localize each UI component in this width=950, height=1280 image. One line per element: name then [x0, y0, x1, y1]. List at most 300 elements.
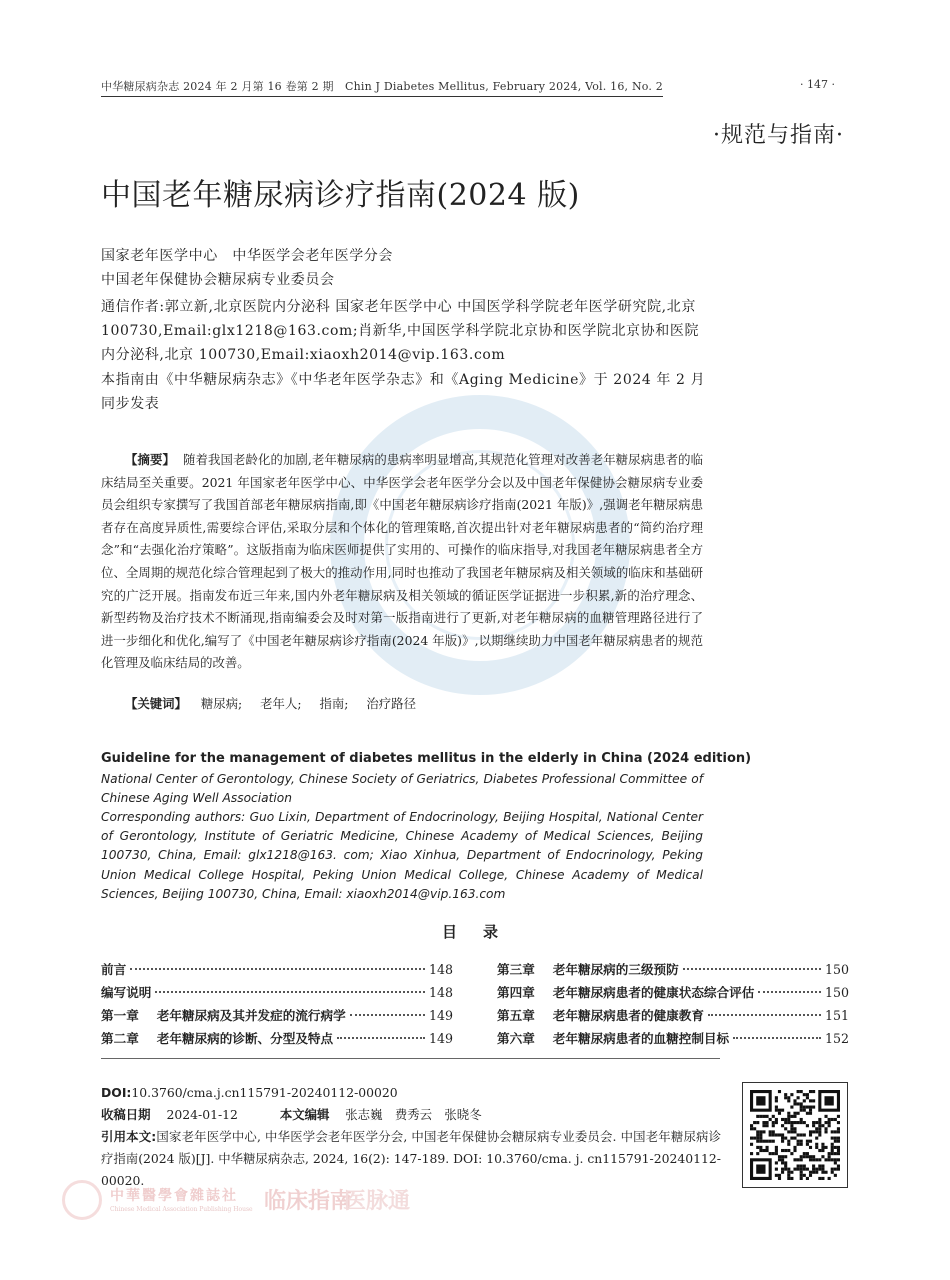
qr-module	[769, 1152, 772, 1155]
qr-module	[818, 1149, 821, 1152]
toc-leader	[758, 991, 821, 993]
qr-module	[800, 1102, 803, 1105]
qr-module	[790, 1152, 793, 1155]
qr-module	[775, 1121, 778, 1124]
qr-module	[831, 1143, 834, 1146]
toc-entry-page: 149	[428, 1008, 453, 1023]
qr-module	[790, 1177, 793, 1180]
qr-module	[790, 1130, 793, 1133]
toc-leader	[350, 1014, 425, 1016]
qr-module	[787, 1149, 790, 1152]
qr-module	[809, 1109, 812, 1112]
qr-module	[803, 1109, 806, 1112]
qr-module	[756, 1140, 759, 1143]
qr-module	[834, 1146, 837, 1149]
qr-module	[784, 1149, 787, 1152]
qr-module	[815, 1171, 818, 1174]
qr-module	[750, 1124, 753, 1127]
qr-module	[775, 1146, 778, 1149]
qr-module	[824, 1171, 827, 1174]
qr-module	[828, 1121, 831, 1124]
citation	[101, 1126, 721, 1192]
qr-module	[762, 1140, 765, 1143]
qr-module	[756, 1152, 759, 1155]
affiliation-line-2: 中国老年保健协会糖尿病专业委员会	[101, 272, 335, 288]
doi-label: DOI:	[101, 1085, 132, 1100]
qr-module	[809, 1099, 812, 1102]
qr-code-icon	[750, 1090, 840, 1180]
qr-module	[772, 1133, 775, 1136]
qr-module	[766, 1121, 769, 1124]
qr-module	[772, 1152, 775, 1155]
qr-module	[778, 1158, 781, 1161]
qr-module	[821, 1177, 824, 1180]
qr-module	[781, 1124, 784, 1127]
toc-entry-chapter: 第四章	[497, 985, 535, 1000]
qr-module	[778, 1177, 781, 1180]
qr-module	[809, 1171, 812, 1174]
qr-module	[797, 1121, 800, 1124]
toc-entry-page: 152	[824, 1031, 849, 1046]
qr-module	[800, 1090, 803, 1093]
qr-module	[824, 1146, 827, 1149]
qr-module	[815, 1137, 818, 1140]
qr-module	[797, 1158, 800, 1161]
qr-module	[831, 1152, 834, 1155]
keyword-item: 治疗路径	[366, 696, 416, 711]
qr-module	[806, 1112, 809, 1115]
qr-module	[831, 1118, 834, 1121]
qr-module	[775, 1096, 778, 1099]
qr-module	[775, 1118, 778, 1121]
qr-module	[775, 1106, 778, 1109]
qr-module	[824, 1096, 833, 1105]
footer-app-logo-1: 临床指南	[264, 1188, 353, 1214]
qr-module	[781, 1155, 784, 1158]
doi-value[interactable]: 10.3760/cma.j.cn115791-20240112-00020	[131, 1085, 398, 1100]
qr-module	[787, 1118, 790, 1121]
qr-module	[824, 1158, 827, 1161]
qr-module	[837, 1115, 840, 1118]
footer-app-logo-2: 医脉通	[344, 1188, 411, 1214]
qr-module	[787, 1112, 790, 1115]
qr-module	[824, 1130, 827, 1133]
qr-module	[790, 1093, 793, 1096]
qr-module	[821, 1149, 824, 1152]
qr-module	[800, 1133, 803, 1136]
article-title: 中国老年糖尿病诊疗指南(2024 版)	[101, 178, 580, 213]
qr-module	[784, 1118, 787, 1121]
english-authors: National Center of Gerontology, Chinese Society of Geriatrics, Diabetes Professional Committee of Chinese Aging Well Association	[101, 772, 703, 806]
qr-module	[787, 1143, 790, 1146]
qr-module	[828, 1152, 831, 1155]
citation-value: 国家老年医学中心, 中华医学会老年医学分会, 中国老年保健协会糖尿病专业委员会. 中国老年糖尿病诊疗指南(2024 版)[J]. 中华糖尿病杂志, 2024, 16(2): 147-189. DOI: 10.3760/cma. j. cn115791-20240112-00020.	[101, 1129, 721, 1188]
qr-module	[797, 1112, 800, 1115]
received-label: 收稿日期	[101, 1107, 151, 1122]
citation-label: 引用本文:	[101, 1129, 157, 1144]
qr-module	[831, 1158, 834, 1161]
qr-module	[809, 1158, 812, 1161]
qr-module	[762, 1149, 765, 1152]
qr-module	[753, 1121, 756, 1124]
qr-module	[793, 1137, 796, 1140]
qr-module	[784, 1121, 787, 1124]
toc-entry-label: 编写说明	[101, 985, 152, 1000]
toc-entry[interactable]	[101, 981, 453, 1004]
qr-module	[787, 1099, 790, 1102]
qr-module	[753, 1137, 756, 1140]
toc-entry[interactable]	[497, 958, 849, 981]
toc-entry-label: 老年糖尿病患者的血糖控制目标	[552, 1031, 730, 1046]
qr-module	[800, 1121, 803, 1124]
qr-module	[787, 1140, 790, 1143]
qr-module	[818, 1121, 821, 1124]
qr-module	[781, 1168, 784, 1171]
qr-module	[831, 1171, 834, 1174]
qr-module	[837, 1121, 840, 1124]
toc-entry[interactable]	[101, 1027, 453, 1050]
toc-left-column	[101, 958, 453, 1050]
qr-module	[772, 1121, 775, 1124]
qr-module	[772, 1130, 775, 1133]
qr-module	[762, 1121, 765, 1124]
qr-module	[834, 1118, 837, 1121]
publisher-logo-icon	[62, 1180, 102, 1220]
qr-module	[762, 1115, 765, 1118]
qr-module	[759, 1146, 762, 1149]
qr-module	[803, 1168, 806, 1171]
toc-leader	[683, 968, 821, 970]
qr-module	[781, 1140, 784, 1143]
qr-module	[803, 1164, 806, 1167]
qr-module	[793, 1099, 796, 1102]
qr-module	[837, 1140, 840, 1143]
qr-code[interactable]	[742, 1082, 848, 1188]
qr-module	[800, 1174, 803, 1177]
abstract-label: 【摘要】	[125, 452, 175, 467]
qr-module	[784, 1164, 787, 1167]
toc-leader	[130, 968, 425, 970]
toc-entry-label: 前言	[101, 962, 127, 977]
qr-module	[781, 1158, 784, 1161]
qr-module	[834, 1130, 837, 1133]
editor-value: 张志巍 费秀云 张晓冬	[345, 1107, 482, 1122]
qr-module	[821, 1124, 824, 1127]
qr-module	[756, 1133, 759, 1136]
qr-module	[837, 1152, 840, 1155]
qr-module	[793, 1102, 796, 1105]
qr-module	[790, 1137, 793, 1140]
qr-module	[812, 1121, 815, 1124]
qr-module	[766, 1115, 769, 1118]
qr-module	[809, 1146, 812, 1149]
qr-module	[818, 1133, 821, 1136]
qr-module	[756, 1096, 765, 1105]
keywords	[125, 694, 430, 712]
qr-module	[818, 1118, 821, 1121]
qr-module	[797, 1168, 800, 1171]
qr-module	[809, 1130, 812, 1133]
publisher-brand: 中華醫學會雜誌社	[110, 1188, 238, 1204]
qr-module	[793, 1115, 796, 1118]
qr-module	[812, 1155, 815, 1158]
qr-module	[818, 1124, 821, 1127]
qr-module	[800, 1158, 803, 1161]
qr-module	[781, 1133, 784, 1136]
qr-module	[800, 1168, 803, 1171]
qr-module	[837, 1146, 840, 1149]
qr-module	[818, 1164, 821, 1167]
qr-module	[812, 1124, 815, 1127]
qr-module	[815, 1130, 818, 1133]
qr-module	[812, 1164, 815, 1167]
qr-module	[831, 1146, 834, 1149]
abstract-text: 随着我国老龄化的加剧,老年糖尿病的患病率明显增高,其规范化管理对改善老年糖尿病患者的临床结局至关重要。2021 年国家老年医学中心、中华医学会老年医学分会以及中国老年保健协会糖尿病专业委员会组织专家撰写了我国首部老年糖尿病指南,即《中国老年糖尿病诊疗指南(2021 年版)》,强调老年糖尿病患者存在高度异质性,需要综合评估,采取分层和个体化的管理策略,首次提出针对老年糖尿病患者的“简约治疗理念”和“去强化治疗策略”。这版指南为临床医师提供了实用的、可操作的临床指导,对我国老年糖尿病患者全方位、全周期的规范化综合管理起到了极大的推动作用,同时也推动了我国老年糖尿病及相关领域的临床和基础研究的广泛开展。指南发布近三年来,国内外老年糖尿病及相关领域的循证医学证据进一步积累,新的治疗理念、新型药物及治疗技术不断涌现,指南编委会及时对第一版指南进行了更新,对老年糖尿病的血糖管理路径进行了进一步细化和优化,编写了《中国老年糖尿病诊疗指南(2024 年版)》,以期继续助力中国老年糖尿病患者的规范化管理及临床结局的改善。	[101, 452, 703, 671]
qr-module	[821, 1146, 824, 1149]
toc-entry[interactable]	[101, 958, 453, 981]
qr-module	[778, 1090, 781, 1093]
toc-entry-label: 老年糖尿病患者的健康教育	[552, 1008, 704, 1023]
qr-module	[812, 1090, 815, 1093]
qr-module	[800, 1164, 803, 1167]
received-value: 2024-01-12	[166, 1107, 238, 1122]
qr-module	[772, 1124, 775, 1127]
toc-leader	[708, 1014, 821, 1016]
qr-module	[828, 1124, 831, 1127]
qr-module	[781, 1171, 784, 1174]
section-tag: ·规范与指南·	[713, 123, 844, 148]
qr-module	[756, 1137, 759, 1140]
qr-module	[837, 1164, 840, 1167]
qr-module	[837, 1158, 840, 1161]
qr-module	[787, 1174, 790, 1177]
qr-module	[837, 1130, 840, 1133]
qr-module	[775, 1152, 778, 1155]
qr-module	[806, 1124, 809, 1127]
qr-module	[797, 1133, 800, 1136]
qr-module	[766, 1149, 769, 1152]
qr-module	[787, 1130, 790, 1133]
toc-entry-page: 148	[428, 985, 453, 1000]
qr-module	[828, 1155, 831, 1158]
qr-module	[803, 1093, 806, 1096]
qr-module	[809, 1090, 812, 1093]
toc-leader	[155, 991, 425, 993]
page-number: · 147 ·	[800, 78, 835, 91]
qr-module	[790, 1127, 793, 1130]
qr-module	[818, 1130, 821, 1133]
qr-module	[815, 1127, 818, 1130]
qr-module	[806, 1093, 809, 1096]
qr-module	[797, 1090, 800, 1093]
qr-module	[815, 1146, 818, 1149]
qr-module	[815, 1143, 818, 1146]
qr-module	[806, 1152, 809, 1155]
qr-module	[809, 1112, 812, 1115]
qr-module	[834, 1152, 837, 1155]
qr-module	[793, 1127, 796, 1130]
toc-entry-page: 151	[824, 1008, 849, 1023]
qr-module	[759, 1137, 762, 1140]
qr-module	[831, 1168, 834, 1171]
qr-module	[778, 1112, 781, 1115]
qr-module	[756, 1164, 765, 1173]
qr-module	[793, 1112, 796, 1115]
qr-module	[806, 1106, 809, 1109]
qr-module	[772, 1140, 775, 1143]
qr-module	[793, 1130, 796, 1133]
qr-module	[803, 1121, 806, 1124]
qr-module	[790, 1115, 793, 1118]
toc-entry-chapter: 第三章	[497, 962, 535, 977]
qr-module	[818, 1127, 821, 1130]
toc-entry[interactable]	[101, 1004, 453, 1027]
qr-module	[831, 1149, 834, 1152]
divider	[101, 1058, 720, 1059]
qr-module	[766, 1146, 769, 1149]
qr-module	[821, 1168, 824, 1171]
qr-module	[769, 1133, 772, 1136]
corresponding-authors: 通信作者:郭立新,北京医院内分泌科 国家老年医学中心 中国医学科学院老年医学研究院,北京 100730,Email:glx1218@163.com;肖新华,中国医学科学院北京协和医学院北京协和医院内分泌科,北京 100730,Email:xiaoxh2014@vip.163.com	[101, 299, 700, 363]
received-editor-line	[101, 1104, 721, 1126]
qr-module	[800, 1155, 803, 1158]
toc-right-column	[497, 958, 849, 1050]
toc-entry[interactable]	[497, 1004, 849, 1027]
qr-module	[803, 1106, 806, 1109]
qr-module	[784, 1127, 787, 1130]
qr-module	[834, 1158, 837, 1161]
qr-module	[750, 1127, 753, 1130]
qr-module	[778, 1155, 781, 1158]
qr-module	[781, 1137, 784, 1140]
qr-module	[769, 1130, 772, 1133]
qr-module	[800, 1109, 803, 1112]
keyword-item: 指南;	[319, 696, 349, 711]
toc-title: 目录	[442, 923, 525, 941]
qr-module	[759, 1115, 762, 1118]
qr-module	[784, 1137, 787, 1140]
toc-entry-chapter: 第二章	[101, 1031, 139, 1046]
qr-module	[778, 1109, 781, 1112]
publication-note: 本指南由《中华糖尿病杂志》《中华老年医学杂志》和《Aging Medicine》于 2024 年 2 月同步发表	[101, 372, 706, 412]
keywords-label: 【关键词】	[125, 696, 187, 711]
qr-module	[790, 1124, 793, 1127]
qr-module	[781, 1109, 784, 1112]
toc-leader	[337, 1037, 425, 1039]
keyword-item: 老年人;	[260, 696, 302, 711]
qr-module	[775, 1099, 778, 1102]
qr-module	[797, 1143, 800, 1146]
qr-module	[762, 1130, 765, 1133]
qr-module	[821, 1171, 824, 1174]
qr-module	[790, 1171, 793, 1174]
qr-module	[750, 1152, 753, 1155]
qr-module	[803, 1174, 806, 1177]
toc-entry-label: 老年糖尿病的三级预防	[552, 962, 679, 977]
qr-module	[759, 1149, 762, 1152]
qr-module	[784, 1096, 787, 1099]
qr-module	[818, 1177, 821, 1180]
qr-module	[812, 1158, 815, 1161]
qr-module	[756, 1130, 759, 1133]
qr-module	[803, 1133, 806, 1136]
qr-module	[793, 1146, 796, 1149]
qr-module	[821, 1143, 824, 1146]
english-title: Guideline for the management of diabetes mellitus in the elderly in China (2024 edition)	[101, 751, 752, 766]
qr-module	[837, 1137, 840, 1140]
qr-module	[775, 1161, 778, 1164]
qr-module	[759, 1133, 762, 1136]
qr-module	[797, 1102, 800, 1105]
qr-module	[815, 1158, 818, 1161]
qr-module	[806, 1143, 809, 1146]
qr-module	[784, 1168, 787, 1171]
toc-entry-page: 150	[824, 985, 849, 1000]
english-corresponding: Corresponding authors: Guo Lixin, Department of Endocrinology, Beijing Hospital, National Center of Gerontology, Institute of Geriatric Medicine, Chinese Academy of Medical Sciences, Beijing 100730, China, Email: glx1218@163. com; Xiao Xinhua, Department of Endocrinology, Peking Union Medical College Hospital, Peking Union Medical College, Chinese Academy of Medical Sciences, Beijing 100730, China, Email: xiaoxh2014@vip.163.com	[101, 810, 703, 901]
qr-module	[800, 1171, 803, 1174]
keyword-item: 糖尿病;	[200, 696, 243, 711]
toc-entry[interactable]	[497, 981, 849, 1004]
toc-entry-chapter: 第一章	[101, 1008, 139, 1023]
toc-entry-chapter: 第五章	[497, 1008, 535, 1023]
qr-module	[784, 1155, 787, 1158]
qr-module	[781, 1118, 784, 1121]
qr-module	[769, 1118, 772, 1121]
abstract	[101, 449, 703, 675]
qr-module	[750, 1137, 753, 1140]
qr-module	[812, 1099, 815, 1102]
qr-module	[759, 1140, 762, 1143]
qr-module	[800, 1118, 803, 1121]
qr-module	[809, 1155, 812, 1158]
doi-line	[101, 1082, 721, 1104]
qr-module	[800, 1143, 803, 1146]
qr-module	[831, 1130, 834, 1133]
qr-module	[766, 1140, 769, 1143]
qr-module	[787, 1171, 790, 1174]
toc-entry-label: 老年糖尿病及其并发症的流行病学	[156, 1008, 346, 1023]
qr-module	[787, 1177, 790, 1180]
qr-module	[753, 1127, 756, 1130]
qr-module	[806, 1168, 809, 1171]
qr-module	[762, 1124, 765, 1127]
qr-module	[784, 1093, 787, 1096]
qr-module	[806, 1177, 809, 1180]
qr-module	[812, 1130, 815, 1133]
editor-label: 本文编辑	[279, 1107, 330, 1122]
qr-module	[800, 1177, 803, 1180]
toc-entry-chapter: 第六章	[497, 1031, 535, 1046]
toc-entry-page: 148	[428, 962, 453, 977]
qr-module	[787, 1096, 790, 1099]
qr-module	[793, 1158, 796, 1161]
qr-module	[812, 1171, 815, 1174]
qr-module	[837, 1127, 840, 1130]
toc-entry[interactable]	[497, 1027, 849, 1050]
qr-module	[809, 1140, 812, 1143]
qr-module	[790, 1121, 793, 1124]
qr-module	[756, 1121, 759, 1124]
qr-module	[809, 1133, 812, 1136]
qr-module	[812, 1106, 815, 1109]
qr-module	[787, 1168, 790, 1171]
qr-module	[818, 1158, 821, 1161]
qr-module	[809, 1174, 812, 1177]
qr-module	[800, 1140, 803, 1143]
publisher-brand-en: Chinese Medical Association Publishing House	[110, 1206, 253, 1213]
qr-module	[834, 1161, 837, 1164]
qr-module	[815, 1168, 818, 1171]
